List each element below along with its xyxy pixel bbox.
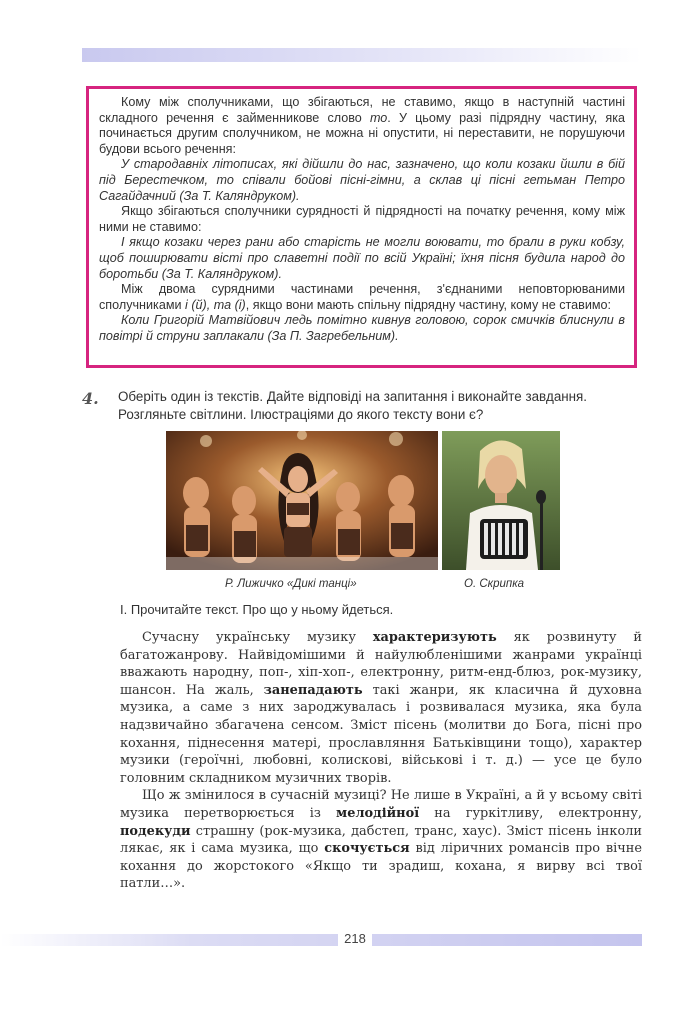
rule-example-1: У стародавніх літописах, які дійшли до нас, зазначено, що коли козаки йшли в бій під Берестечком, то співали бойові пісні-гімни, а склав ці пісні гетьман Петро Сагайдачний (За Т. Каляндруком). — [99, 157, 625, 203]
bold-word: занепадають — [263, 682, 363, 698]
bold-word: характеризують — [372, 630, 497, 645]
task-number: 4. — [82, 389, 99, 408]
caption-photo-2: О. Скрипка — [464, 578, 525, 590]
word-to: то — [369, 110, 388, 125]
rule-box — [86, 86, 637, 368]
rule-example-3: Коли Григорій Матвійович ледь помітно кивнув головою, сорок смичків блиснули в повітрі й струни заплакали (За П. Загребельним). — [99, 313, 625, 343]
text-paragraph-2: Що ж змінилося в сучасній музиці? Не лише в Україні, а й у всьому світі музика перетворюється із мелодійної на гуркітливу, електронну, подекуди страшну (рок-музика, дабстеп, транс, хаус). Зміст пісень інколи лякає, як і сама музика, що скочується від ліричних романсів про вічне кохання до жорстокого «Якщо ти зрадиш, кохана, я вирву всі твої патли…». — [120, 788, 642, 892]
reading-text — [120, 629, 642, 893]
footer-band — [0, 934, 642, 946]
photo-wild-dances — [166, 431, 438, 570]
rule-paragraph-1: Кому між сполучниками, що збігаються, не ставимо, якщо в наступній частині складного речення є займенникове слово то. У цьому разі підрядну частину, яка починається другим сполучником, не можна ні опустити, ні переставити, не порушуючи будови всього речення: — [99, 95, 625, 156]
task-4 — [82, 388, 642, 423]
text-paragraph-1: Сучасну українську музику характеризують як розвинуту й багатожанрову. Найвідомішими й найулюбленішими жанрами українці вважають народну, поп-, хіп-хоп-, електронну, ритм-енд-блюз, рок-музику, шансон. На жаль, занепадають такі жанри, як класична й духовна музика, а саме з них зароджувалась і розвивалася музика, яка була надзвичайно збагачена сенсом. Зміст пісень (молитви до Бога, пісні про кохання, піднесення матері, прославляння Батьківщини тощо), характер музики (героїчні, любовні, колискові, військові і т. д.) — усе це було головним складником музичних творів. — [120, 630, 643, 786]
conjunctions: і (й), та (і) — [185, 297, 246, 312]
part-1-heading: І. Прочитайте текст. Про що у ньому йдеться. — [120, 602, 394, 617]
page-number: 218 — [338, 929, 372, 949]
caption-photo-1: Р. Лижичко «Дикі танці» — [225, 578, 357, 590]
bold-word: мелодійної — [336, 805, 420, 821]
bold-word: подекуди — [120, 823, 191, 839]
photo-skrypka — [442, 431, 560, 570]
rule-paragraph-3: Між двома сурядними частинами речення, з'єднаними неповторюваними сполучниками і (й), та (і), якщо вони мають спільну підрядну частину, кому не ставимо: — [99, 282, 625, 312]
rule-paragraph-2: Якщо збігаються сполучники сурядності й підрядності на початку речення, кому між ними не ставимо: — [99, 204, 625, 234]
bold-word: скочується — [324, 841, 410, 857]
rule-example-2: І якщо козаки через рани або старість не могли воювати, то брали в руки кобзу, щоб поширювати вісті про славетні події по всій Україні; їхня пісня будила народ до боротьби (За Т. Каляндруком). — [99, 235, 625, 281]
header-band — [82, 48, 642, 62]
task-instruction: Оберіть один із текстів. Дайте відповіді на запитання і виконайте завдання. Розгляньте світлини. Ілюстраціями до якого тексту вони є? — [118, 389, 588, 422]
